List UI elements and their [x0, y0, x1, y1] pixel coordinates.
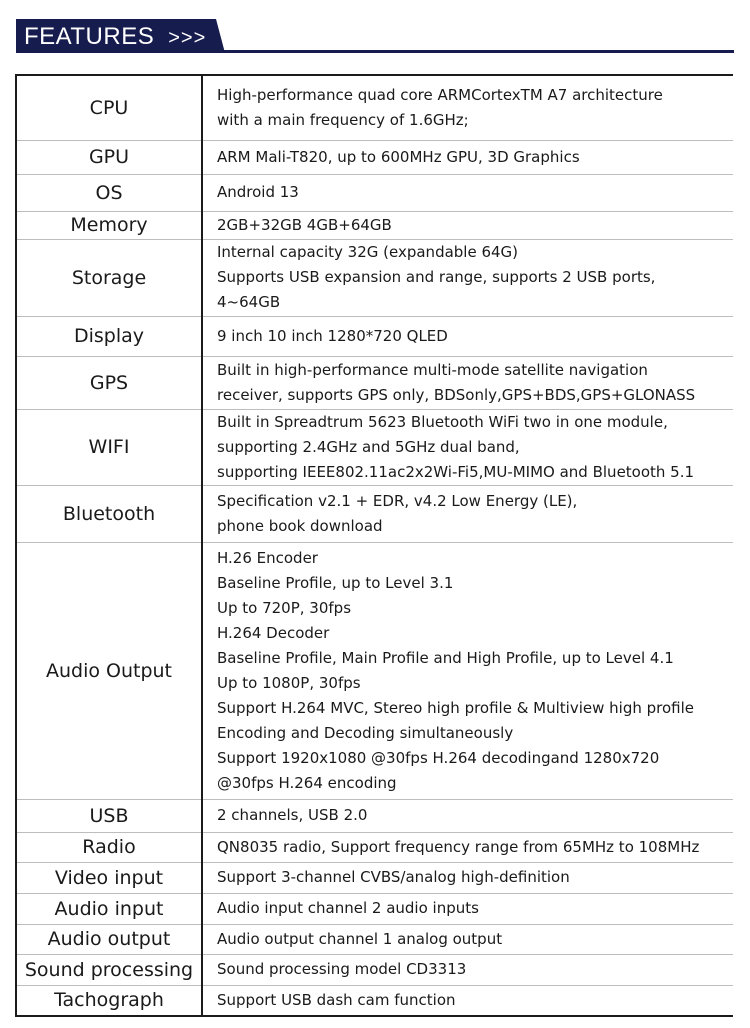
spec-value-line: Built in Spreadtrum 5623 Bluetooth WiFi two in one module, — [217, 412, 668, 431]
spec-value-line: Built in high-performance multi-mode satellite navigation — [217, 360, 648, 379]
spec-row — [16, 832, 733, 862]
spec-value-line: 4~64GB — [217, 293, 281, 311]
spec-label: Bluetooth — [16, 485, 202, 542]
spec-value-line: supporting IEEE802.11ac2x2Wi-Fi5,MU-MIMO and Bluetooth 5.1 — [217, 462, 695, 481]
spec-value-line: with a main frequency of 1.6GHz; — [217, 110, 469, 129]
spec-value-line: Up to 1080P, 30fps — [217, 673, 361, 692]
spec-value-line: Baseline Profile, Main Profile and High Profile, up to Level 4.1 — [217, 648, 674, 667]
spec-value-line: Support 1920x1080 @30fps H.264 decodingand 1280x720 — [217, 748, 660, 767]
spec-value-line: Support 3-channel CVBS/analog high-definition — [217, 868, 570, 886]
spec-row — [16, 799, 733, 832]
spec-value-line: H.26 Encoder — [217, 548, 318, 567]
spec-row — [16, 893, 733, 924]
spec-label: Audio output — [16, 924, 202, 954]
banner-arrows: >>> — [168, 27, 207, 49]
spec-value-line: Baseline Profile, up to Level 3.1 — [217, 573, 454, 592]
spec-value-line: QN8035 radio, Support frequency range from 65MHz to 108MHz — [217, 837, 700, 856]
spec-value-line: 2GB+32GB 4GB+64GB — [217, 215, 392, 234]
spec-label: CPU — [16, 75, 202, 140]
spec-value-line: phone book download — [217, 516, 383, 535]
spec-label: Radio — [16, 832, 202, 862]
spec-value-line: Sound processing model CD3313 — [217, 960, 467, 978]
spec-value-line: receiver, supports GPS only, BDSonly,GPS+BDS,GPS+GLONASS — [217, 385, 696, 404]
spec-row — [16, 211, 733, 239]
spec-label: Video input — [16, 862, 202, 893]
spec-row — [16, 316, 733, 356]
spec-value — [202, 75, 733, 140]
spec-value-line: ARM Mali-T820, up to 600MHz GPU, 3D Graphics — [217, 147, 580, 166]
spec-value-line: Android 13 — [217, 183, 299, 201]
spec-value — [202, 832, 733, 862]
spec-value — [202, 409, 733, 485]
spec-value — [202, 356, 733, 409]
spec-row — [16, 356, 733, 409]
spec-row — [16, 485, 733, 542]
spec-value — [202, 542, 733, 799]
spec-value — [202, 862, 733, 893]
spec-row — [16, 924, 733, 954]
spec-label: Storage — [16, 239, 202, 316]
spec-value-line: supporting 2.4GHz and 5GHz dual band, — [217, 437, 520, 456]
spec-label: GPS — [16, 356, 202, 409]
spec-label: Sound processing — [16, 954, 202, 985]
spec-label: Audio Output — [16, 542, 202, 799]
spec-row — [16, 409, 733, 485]
spec-label: Tachograph — [16, 985, 202, 1016]
spec-value — [202, 485, 733, 542]
spec-table — [15, 74, 733, 1017]
banner-title-text: FEATURES — [24, 23, 155, 50]
spec-row — [16, 75, 733, 140]
spec-value-line: Support USB dash cam function — [217, 990, 456, 1009]
spec-value — [202, 140, 733, 174]
spec-value-line: 2 channels, USB 2.0 — [217, 806, 368, 824]
spec-value — [202, 924, 733, 954]
spec-value-line: High-performance quad core ARMCortexTM A7 architecture — [217, 85, 663, 104]
spec-value — [202, 316, 733, 356]
spec-row — [16, 985, 733, 1016]
spec-value-line: @30fps H.264 encoding — [217, 773, 397, 792]
spec-label: USB — [16, 799, 202, 832]
spec-value-line: Specification v2.1 + EDR, v4.2 Low Energy (LE), — [217, 491, 578, 510]
spec-value-line: Audio output channel 1 analog output — [217, 929, 503, 948]
spec-value-line: H.264 Decoder — [217, 623, 330, 642]
spec-label: OS — [16, 174, 202, 211]
spec-label: GPU — [16, 140, 202, 174]
spec-value-line: Encoding and Decoding simultaneously — [217, 723, 514, 742]
spec-label: Memory — [16, 211, 202, 239]
spec-value — [202, 893, 733, 924]
spec-table-body — [16, 75, 733, 1016]
spec-value — [202, 239, 733, 316]
spec-row — [16, 239, 733, 316]
spec-value — [202, 174, 733, 211]
spec-row — [16, 542, 733, 799]
spec-value-line: 9 inch 10 inch 1280*720 QLED — [217, 326, 448, 345]
spec-value-line: Support H.264 MVC, Stereo high profile & Multiview high profile — [217, 698, 695, 717]
spec-value — [202, 211, 733, 239]
spec-value-line: Supports USB expansion and range, supports 2 USB ports, — [217, 268, 656, 286]
spec-label: Audio input — [16, 893, 202, 924]
spec-row — [16, 140, 733, 174]
banner-title — [24, 19, 206, 53]
spec-value — [202, 799, 733, 832]
spec-value — [202, 954, 733, 985]
features-banner — [16, 19, 734, 53]
spec-row — [16, 954, 733, 985]
spec-row — [16, 174, 733, 211]
spec-row — [16, 862, 733, 893]
spec-value-line: Audio input channel 2 audio inputs — [217, 899, 479, 917]
spec-value — [202, 985, 733, 1016]
spec-value-line: Up to 720P, 30fps — [217, 598, 352, 617]
banner-underline — [216, 50, 734, 53]
spec-label: Display — [16, 316, 202, 356]
spec-label: WIFI — [16, 409, 202, 485]
spec-value-line: Internal capacity 32G (expandable 64G) — [217, 243, 519, 261]
